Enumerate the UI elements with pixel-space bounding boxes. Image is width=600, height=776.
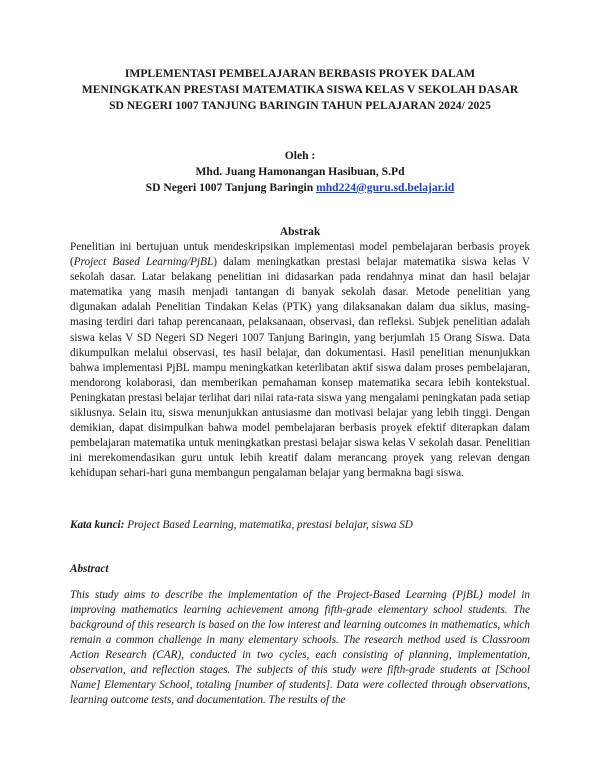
keywords-label: Kata kunci:	[70, 519, 125, 531]
abstrak-heading: Abstrak	[279, 225, 321, 238]
keywords-line	[70, 518, 540, 533]
author-name: Mhd. Juang Hamonangan Hasibuan, S.Pd	[195, 165, 405, 178]
abstrak-text-1: Penelitian ini bertujuan untuk mendeskripsikan implementasi model pembelajaran berbasis proyek (	[70, 241, 530, 269]
abstract-heading: Abstract	[70, 563, 109, 575]
by-label: Oleh :	[284, 149, 316, 162]
title-line-3: SD NEGERI 1007 TANJUNG BARINGIN TAHUN PELAJARAN 2024/ 2025	[109, 99, 491, 112]
paper-title	[60, 66, 540, 114]
abstrak-text-2: ) dalam meningkatkan prestasi belajar matematika siswa kelas V sekolah dasar. Latar belakang penelitian ini didasarkan pada rendahnya minat dan hasil belajar matematika yang masih menjadi tantangan di banyak sekolah dasar. Metode penelitian yang digunakan adalah Penelitian Tindakan Kelas (PTK) yang dilaksanakan dalam dua siklus, masing-masing terdiri dari tahap perencanaan, pelaksanaan, observasi, dan refleksi. Subjek penelitian adalah siswa kelas V SD Negeri SD Negeri 1007 Tanjung Baringin, yang berjumlah 15 Orang Siswa. Data dikumpulkan melalui observasi, tes hasil belajar, dan dokumentasi. Hasil penelitian menunjukkan bahwa implementasi PjBL mampu meningkatkan keterlibatan aktif siswa dalam proses pembelajaran, mendorong kolaborasi, dan memberikan pemahaman konsep matematika secara lebih kontekstual. Peningkatan prestasi belajar terlihat dari nilai rata-rata siswa yang mengalami peningkatan pada setiap siklusnya. Selain itu, siswa menunjukkan antusiasme dan motivasi belajar yang lebih tinggi. Dengan demikian, dapat disimpulkan bahwa model pembelajaran berbasis proyek efektif diterapkan dalam pembelajaran matematika untuk meningkatkan prestasi belajar siswa kelas V sekolah dasar. Penelitian ini merekomendasikan guru untuk lebih kreatif dalam merancang proyek yang relevan dengan kehidupan sehari-hari guna membangun pengalaman belajar yang bermakna bagi siswa.	[70, 256, 530, 480]
abstrak-body	[70, 240, 530, 482]
author-affiliation: SD Negeri 1007 Tanjung Baringin	[145, 181, 314, 194]
title-line-1: IMPLEMENTASI PEMBELAJARAN BERBASIS PROYEK DALAM	[124, 67, 476, 80]
abstrak-text-italic: Project Based Learning/PjBL	[73, 256, 214, 269]
title-line-2: MENINGKATKAN PRESTASI MATEMATIKA SISWA KELAS V SEKOLAH DASAR	[81, 83, 519, 96]
author-block	[60, 148, 540, 196]
abstract-body: This study aims to describe the implementation of the Project-Based Learning (PjBL) model in improving mathematics learning achievement among fifth-grade elementary school students. The background of this research is based on the low interest and learning outcomes in mathematics, which remain a common challenge in many elementary schools. The research method used is Classroom Action Research (CAR), conducted in two cycles, each consisting of planning, implementation, observation, and reflection stages. The subjects of this study were fifth-grade students at [School Name] Elementary School, totaling [number of students]. Data were collected through observations, learning outcome tests, and documentation. The results of the	[70, 589, 530, 706]
keywords-text: Project Based Learning, matematika, prestasi belajar, siswa SD	[127, 519, 413, 531]
author-affiliation-line	[60, 180, 540, 196]
author-email-link[interactable]: mhd224@guru.sd.belajar.id	[316, 181, 455, 194]
